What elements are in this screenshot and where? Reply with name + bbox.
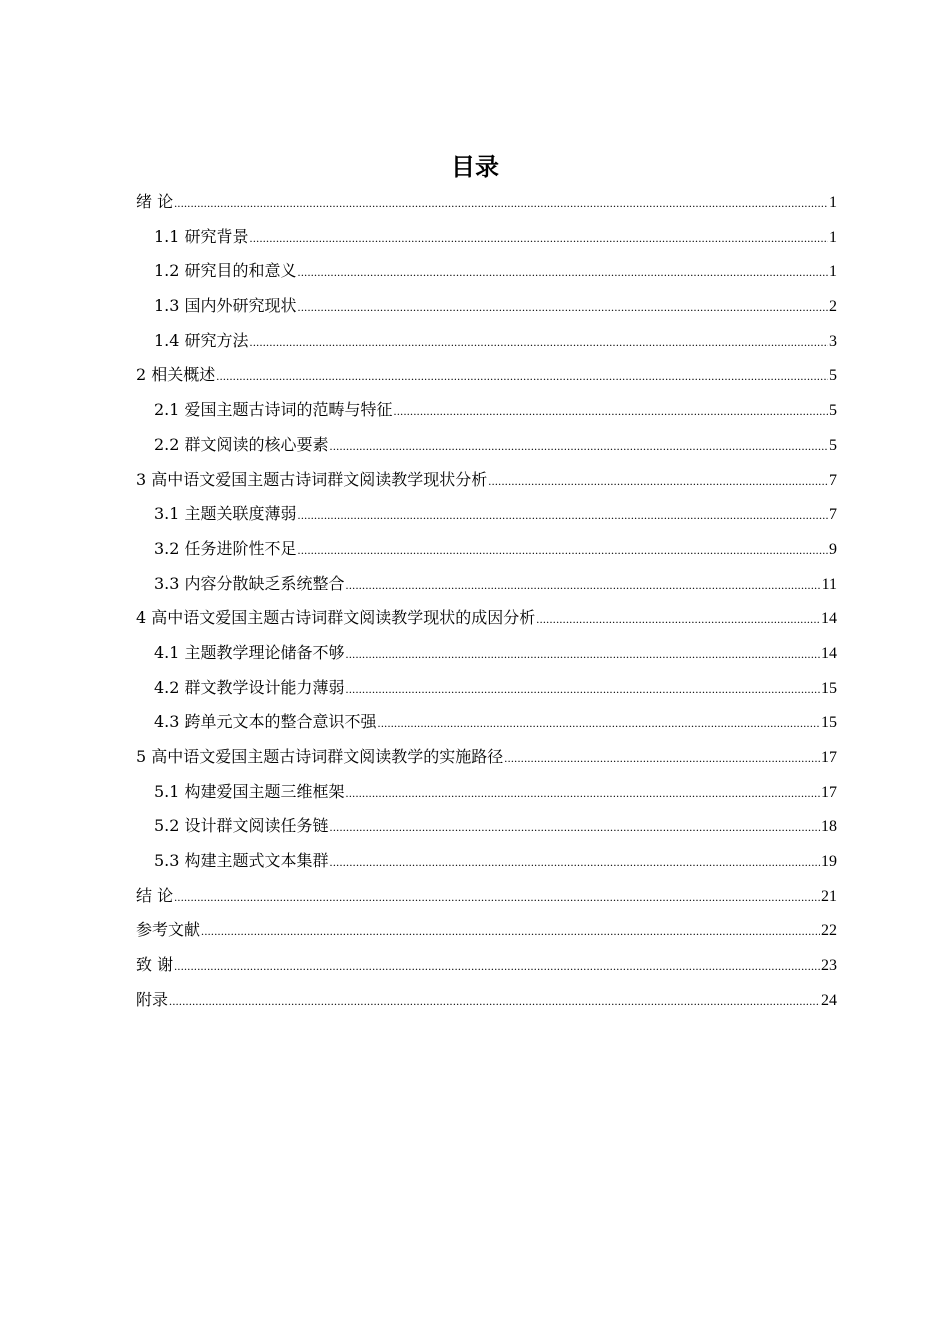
toc-entry-label: 5.1 构建爱国主题三维框架 — [154, 781, 345, 801]
dot-leader — [346, 647, 820, 662]
toc-entry-page: 9 — [829, 540, 837, 558]
toc-entry-page: 7 — [829, 471, 837, 489]
dot-leader — [174, 196, 828, 211]
toc-entry-label: 1.2 研究目的和意义 — [154, 261, 297, 281]
dot-leader — [330, 855, 820, 870]
toc-entry-label: 1.4 研究方法 — [154, 330, 249, 350]
toc-entry-page: 22 — [821, 922, 837, 940]
dot-leader — [394, 404, 828, 419]
toc-entry-label: 2 相关概述 — [136, 365, 216, 385]
toc-entry-label: 4.3 跨单元文本的整合意识不强 — [154, 712, 377, 732]
toc-entry[interactable] — [136, 709, 837, 744]
toc-entry[interactable] — [136, 848, 837, 883]
toc-entry-page: 3 — [829, 332, 837, 350]
dot-leader — [216, 369, 828, 384]
dot-leader — [330, 820, 820, 835]
toc-entry-page: 21 — [821, 887, 837, 905]
toc-entry[interactable] — [136, 987, 837, 1022]
dot-leader — [174, 890, 820, 905]
toc-entry-page: 15 — [821, 679, 837, 697]
toc-entry-page: 5 — [829, 367, 837, 385]
toc-entry-label: 3.2 任务进阶性不足 — [154, 538, 297, 558]
toc-title: 目录 — [451, 153, 499, 181]
toc-entry[interactable] — [136, 293, 837, 328]
dot-leader — [346, 682, 820, 697]
toc-entry-label: 1.1 研究背景 — [154, 226, 249, 246]
toc-entry[interactable] — [136, 467, 837, 502]
toc-entry-page: 18 — [821, 818, 837, 836]
toc-entry-page: 14 — [821, 610, 837, 628]
dot-leader — [346, 578, 821, 593]
toc-entry-label: 致 谢 — [136, 955, 174, 975]
toc-entry-label: 4.2 群文教学设计能力薄弱 — [154, 677, 345, 697]
toc-entry-label: 5 高中语文爱国主题古诗词群文阅读教学的实施路径 — [136, 747, 504, 766]
toc-entry[interactable] — [136, 605, 837, 640]
toc-entry-page: 5 — [829, 402, 837, 420]
toc-entry-label: 1.3 国内外研究现状 — [154, 296, 297, 316]
toc-entry-page: 1 — [829, 228, 837, 246]
toc-entry-label: 3.3 内容分散缺乏系统整合 — [154, 573, 345, 593]
toc-entry[interactable] — [136, 258, 837, 293]
toc-entry-label: 绪 论 — [136, 192, 174, 211]
dot-leader — [378, 716, 820, 731]
dot-leader — [298, 543, 828, 558]
toc-entry-label: 2.2 群文阅读的核心要素 — [154, 434, 329, 454]
toc-entry[interactable] — [136, 362, 837, 397]
toc-entry[interactable] — [136, 432, 837, 467]
dot-leader — [330, 439, 828, 454]
toc-entry-label: 参考文献 — [136, 920, 201, 940]
toc-entry[interactable] — [136, 675, 837, 710]
dot-leader — [346, 786, 820, 801]
toc-entry-label: 4.1 主题教学理论储备不够 — [154, 642, 345, 662]
toc-entry-page: 14 — [821, 644, 837, 662]
toc-entry-label: 附录 — [136, 989, 169, 1009]
dot-leader — [298, 508, 828, 523]
toc-entry-page: 5 — [829, 436, 837, 454]
dot-leader — [536, 612, 820, 627]
toc-entry-page: 11 — [821, 575, 837, 593]
toc-entry[interactable] — [136, 744, 837, 779]
toc-entry-label: 3.1 主题关联度薄弱 — [154, 504, 297, 524]
toc-entry-page: 2 — [829, 298, 837, 316]
toc-entry[interactable] — [136, 536, 837, 571]
toc-entry-page: 23 — [821, 957, 837, 975]
toc-entry[interactable] — [136, 501, 837, 536]
dot-leader — [250, 335, 828, 350]
toc-entry-label: 5.2 设计群文阅读任务链 — [154, 816, 329, 836]
dot-leader — [298, 265, 828, 280]
toc-entry-page: 1 — [829, 194, 837, 211]
toc-entry[interactable] — [136, 571, 837, 606]
toc-entry-page: 1 — [829, 263, 837, 281]
toc-entry-page: 17 — [821, 749, 837, 766]
toc-entry[interactable] — [136, 328, 837, 363]
toc-entry-page: 15 — [821, 714, 837, 732]
dot-leader — [250, 231, 828, 246]
toc-entry-page: 19 — [821, 853, 837, 871]
dot-leader — [169, 994, 820, 1009]
toc-entry[interactable] — [136, 640, 837, 675]
toc-entry[interactable] — [136, 952, 837, 987]
toc-entry[interactable] — [136, 883, 837, 918]
toc-entry[interactable] — [136, 397, 837, 432]
toc-entry-label: 结 论 — [136, 885, 174, 905]
dot-leader — [504, 751, 820, 766]
table-of-contents — [136, 189, 837, 1022]
toc-entry-page: 17 — [821, 783, 837, 801]
toc-entry-label: 5.3 构建主题式文本集群 — [154, 851, 329, 871]
dot-leader — [298, 300, 828, 315]
toc-entry-label: 3 高中语文爱国主题古诗词群文阅读教学现状分析 — [136, 469, 488, 489]
toc-entry-label: 4 高中语文爱国主题古诗词群文阅读教学现状的成因分析 — [136, 608, 536, 628]
toc-entry[interactable] — [136, 813, 837, 848]
toc-entry[interactable] — [136, 224, 837, 259]
toc-entry[interactable] — [136, 917, 837, 952]
toc-entry-page: 7 — [829, 506, 837, 524]
toc-entry-label: 2.1 爱国主题古诗词的范畴与特征 — [154, 400, 393, 420]
toc-entry-page: 24 — [821, 991, 837, 1009]
toc-entry[interactable] — [136, 189, 837, 224]
dot-leader — [488, 474, 828, 489]
dot-leader — [174, 959, 820, 974]
dot-leader — [201, 924, 820, 939]
toc-entry[interactable] — [136, 779, 837, 814]
